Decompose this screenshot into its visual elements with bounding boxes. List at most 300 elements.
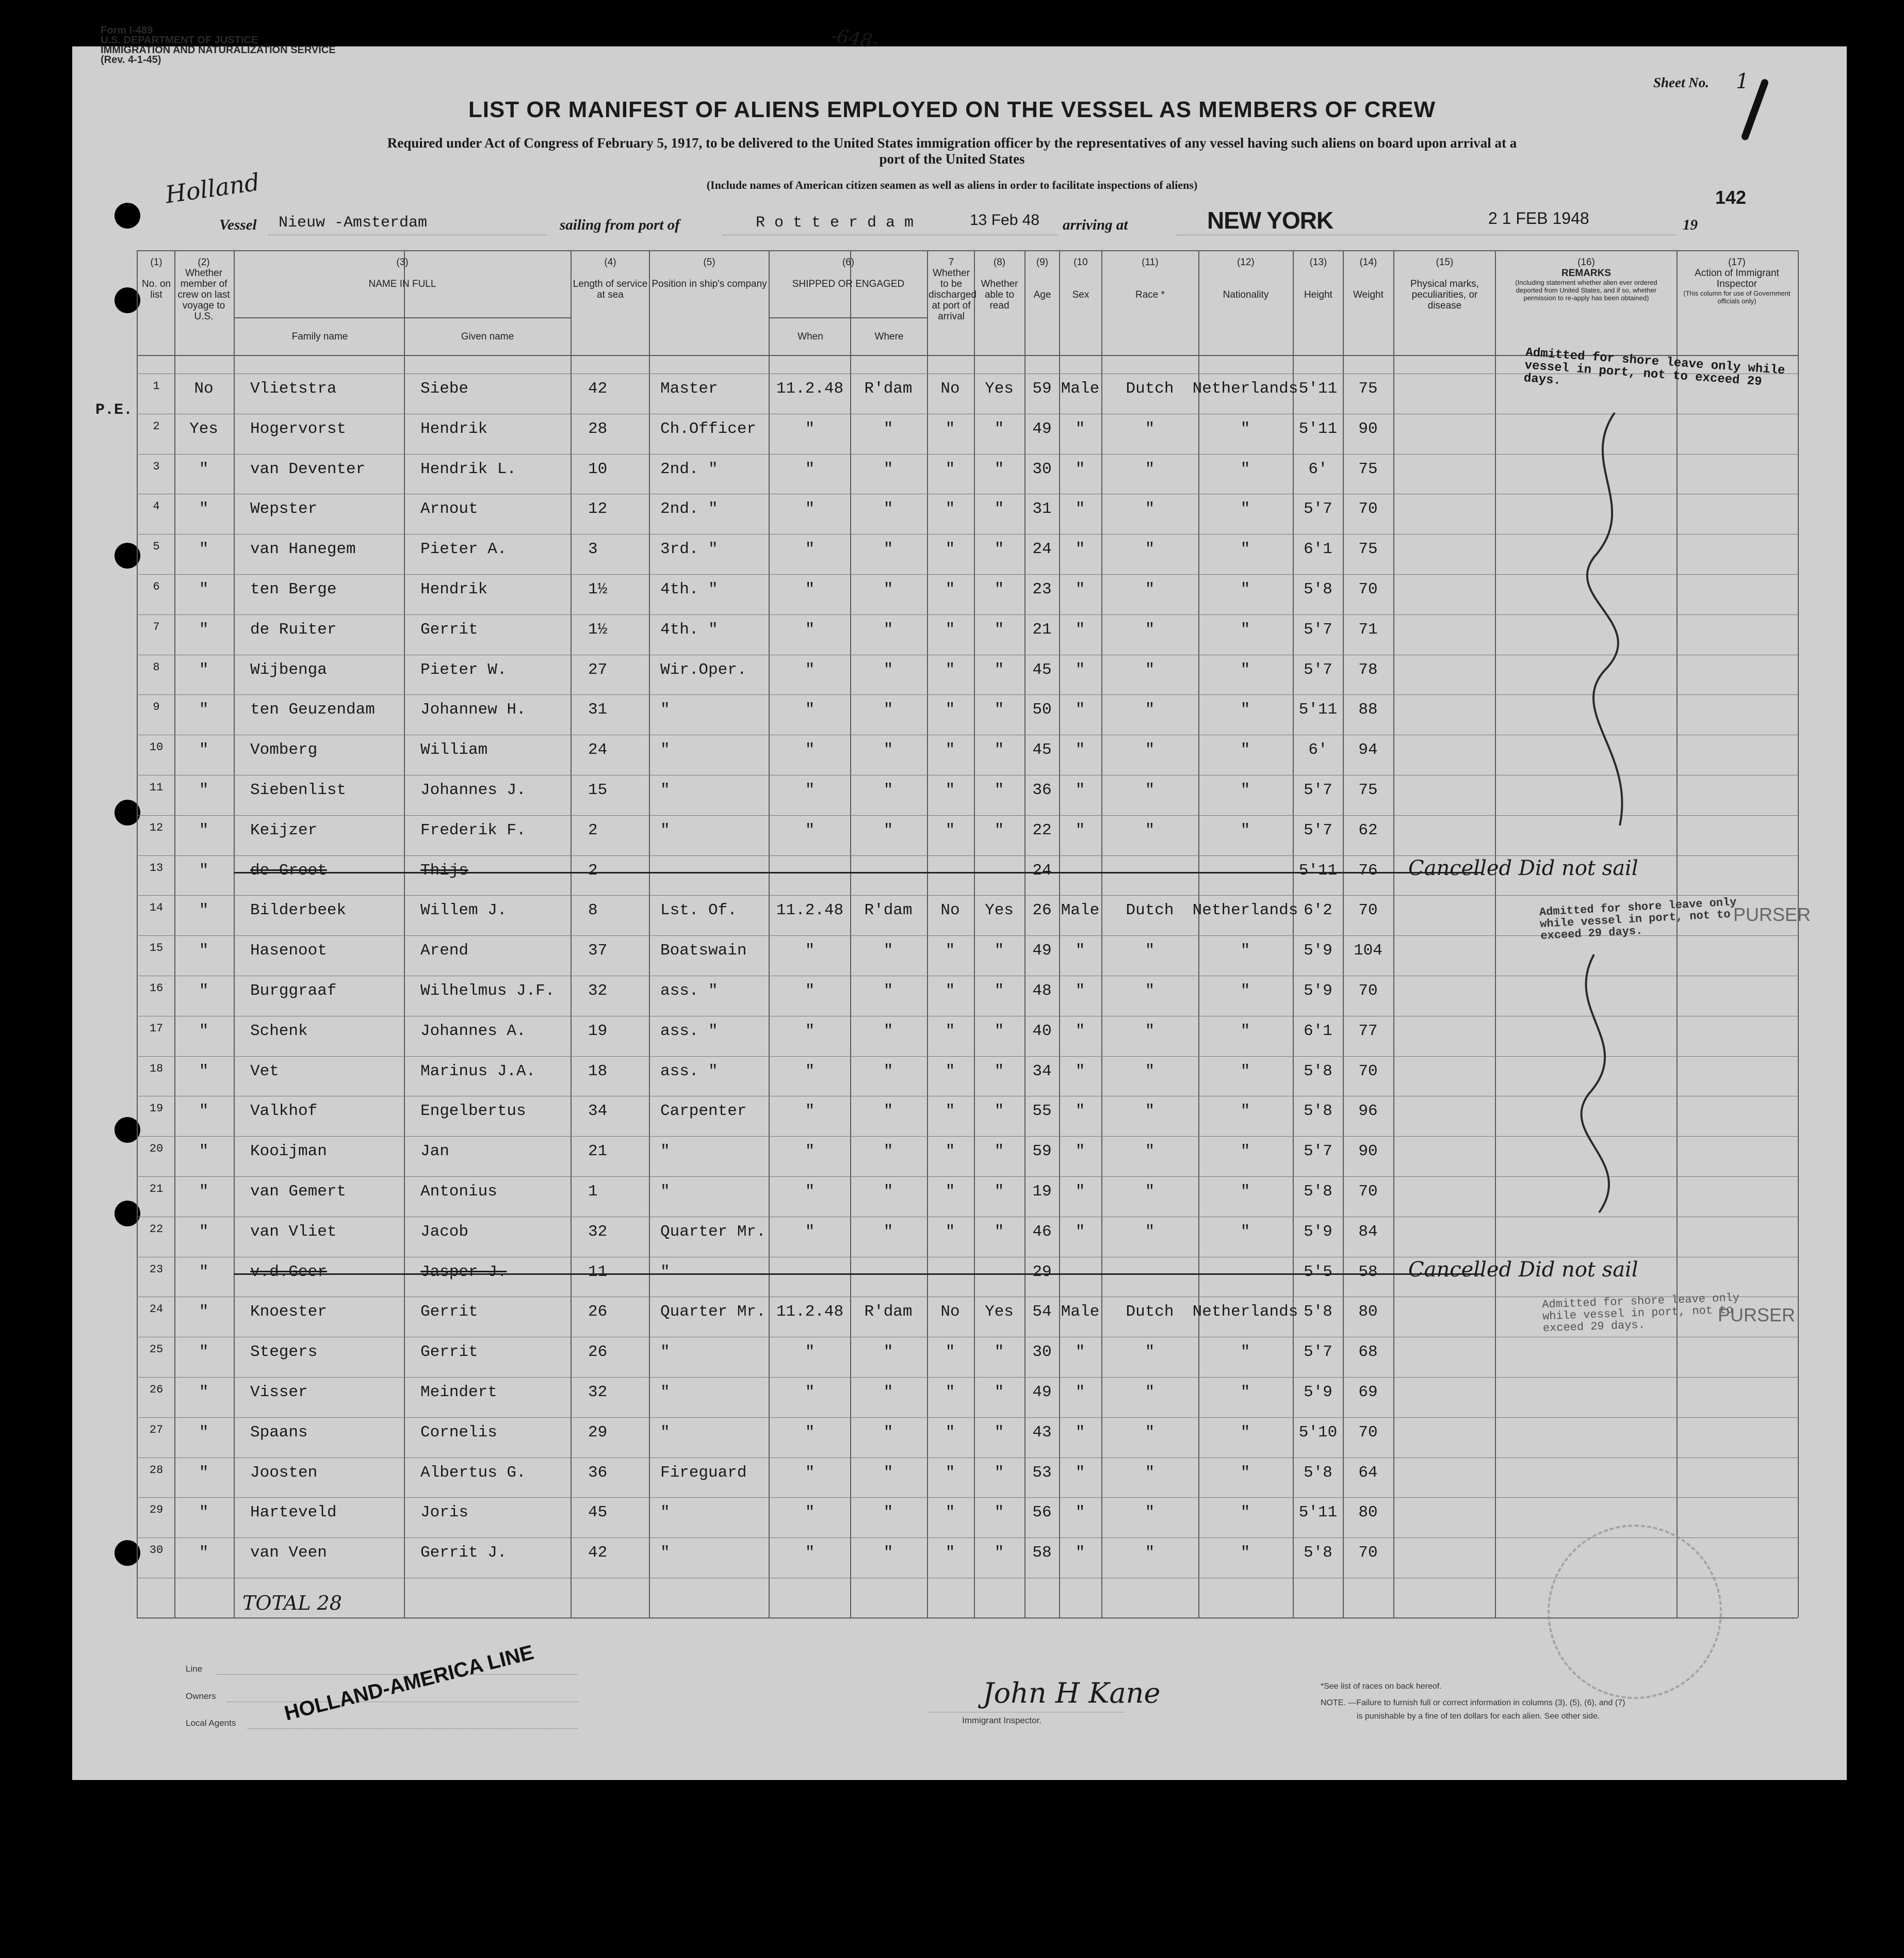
col-10-label: Sex bbox=[1072, 289, 1089, 300]
col-16-header bbox=[1496, 257, 1677, 302]
cell-race: " bbox=[1145, 1503, 1155, 1522]
cell-given: Gerrit bbox=[420, 620, 478, 639]
cell-where: " bbox=[883, 540, 893, 559]
cell-sex: " bbox=[1075, 1503, 1085, 1522]
col-12-header bbox=[1199, 257, 1292, 300]
col-8-number: (8) bbox=[993, 257, 1006, 268]
cell-nationality: " bbox=[1240, 620, 1250, 639]
grid-header-rule bbox=[769, 317, 927, 318]
cell-discharge: No bbox=[940, 1303, 960, 1321]
cell-position: " bbox=[660, 1503, 670, 1522]
col-17-label: Action of Immigrant Inspector bbox=[1695, 268, 1779, 289]
cell-nationality: " bbox=[1240, 942, 1250, 960]
cell-family: Stegers bbox=[250, 1343, 318, 1362]
cell-weight: 78 bbox=[1358, 660, 1378, 679]
cell-discharge: " bbox=[945, 1222, 955, 1241]
cell-read: " bbox=[994, 540, 1004, 559]
cell-when: " bbox=[805, 781, 815, 799]
cell-family: ten Geuzendam bbox=[250, 701, 375, 719]
col-8-label: Whether able to read bbox=[981, 279, 1018, 311]
cell-weight: 80 bbox=[1358, 1303, 1378, 1321]
cell-given: Jasper J. bbox=[420, 1263, 507, 1281]
cell-age: 29 bbox=[1032, 1263, 1052, 1281]
col-9-label: Age bbox=[1033, 289, 1051, 300]
cell-weight: 58 bbox=[1358, 1263, 1378, 1281]
cell-race: " bbox=[1145, 620, 1155, 639]
cell-position: Master bbox=[660, 380, 718, 398]
cell-given: Johannes A. bbox=[420, 1022, 526, 1040]
cell-position: Fireguard bbox=[660, 1463, 747, 1482]
cell-sex: " bbox=[1075, 1183, 1085, 1201]
cell-read: " bbox=[994, 1544, 1004, 1562]
top-scribble: -648- bbox=[829, 25, 880, 53]
cell-family: Spaans bbox=[250, 1423, 308, 1442]
cell-read: " bbox=[994, 660, 1004, 679]
cell-prev: " bbox=[199, 982, 209, 1000]
cell-position: 2nd. " bbox=[660, 500, 718, 519]
cell-race: Dutch bbox=[1126, 380, 1174, 398]
cell-service: 21 bbox=[588, 1142, 608, 1161]
cell-race: " bbox=[1145, 741, 1155, 759]
cell-no: 24 bbox=[149, 1303, 164, 1316]
cell-prev: " bbox=[199, 821, 209, 839]
cell-height: 5'11 bbox=[1298, 380, 1338, 398]
cell-race: " bbox=[1145, 500, 1155, 519]
sheet-number: 1 bbox=[1736, 70, 1749, 93]
cell-discharge: " bbox=[945, 1343, 955, 1362]
grid-header-rule bbox=[234, 317, 571, 318]
cell-sex: " bbox=[1075, 942, 1085, 960]
cell-no: 30 bbox=[149, 1544, 164, 1557]
form-department: U.S. DEPARTMENT OF JUSTICE bbox=[101, 35, 258, 46]
cell-given: Albertus G. bbox=[420, 1463, 526, 1482]
cell-where: R'dam bbox=[864, 901, 913, 920]
cell-where: " bbox=[883, 1463, 893, 1482]
cell-race: Dutch bbox=[1126, 1303, 1174, 1321]
cell-no: 21 bbox=[149, 1183, 164, 1195]
col-13-label: Height bbox=[1304, 289, 1332, 300]
cell-prev: " bbox=[199, 1423, 209, 1442]
cell-where: " bbox=[883, 741, 893, 759]
ditto-wave-upper bbox=[1587, 413, 1622, 826]
col-9-number: (9) bbox=[1036, 257, 1049, 268]
cell-sex: " bbox=[1075, 781, 1085, 799]
cell-where: " bbox=[883, 1022, 893, 1040]
year-label: 19 bbox=[1683, 217, 1698, 233]
cell-where: " bbox=[883, 942, 893, 960]
sailing-port: R o t t e r d a m bbox=[756, 214, 914, 232]
cell-height: 5'11 bbox=[1298, 861, 1338, 880]
cell-given: Pieter W. bbox=[420, 660, 507, 679]
form-identifier bbox=[101, 26, 336, 65]
col-13-header bbox=[1294, 257, 1343, 300]
cell-given: Hendrik bbox=[420, 580, 488, 598]
cell-family: Wijbenga bbox=[250, 660, 327, 679]
col-11-number: (11) bbox=[1142, 257, 1159, 268]
cell-read: " bbox=[994, 1142, 1004, 1161]
cell-race: " bbox=[1145, 1463, 1155, 1482]
col-5-label: Position in ship's company bbox=[652, 279, 767, 289]
col-6-header bbox=[770, 257, 927, 289]
cell-read: " bbox=[994, 419, 1004, 438]
cell-where: " bbox=[883, 660, 893, 679]
cell-race: " bbox=[1145, 1062, 1155, 1080]
cell-service: 19 bbox=[588, 1022, 608, 1040]
cell-position: ass. " bbox=[660, 982, 718, 1000]
cell-nationality: " bbox=[1240, 1343, 1250, 1362]
cell-given: Cornelis bbox=[420, 1423, 497, 1442]
col-16-label: REMARKS bbox=[1561, 268, 1612, 279]
cell-where: " bbox=[883, 781, 893, 799]
col-15-label: Physical marks, peculiarities, or disease bbox=[1410, 279, 1479, 311]
cell-position: ass. " bbox=[660, 1022, 718, 1040]
col-4-header bbox=[572, 257, 649, 300]
cell-age: 21 bbox=[1032, 620, 1052, 639]
cell-prev: Yes bbox=[189, 419, 218, 438]
form-number: Form I-489 bbox=[101, 25, 153, 36]
cell-position: " bbox=[660, 1263, 670, 1281]
cell-prev: No bbox=[194, 380, 214, 398]
ditto-wave-marks bbox=[1486, 402, 1671, 1300]
cell-given: Meindert bbox=[420, 1383, 497, 1401]
cell-family: de Ruiter bbox=[250, 620, 337, 639]
cell-prev: " bbox=[199, 1183, 209, 1201]
cell-read: " bbox=[994, 1463, 1004, 1482]
cell-read: " bbox=[994, 741, 1004, 759]
cell-family: van Gemert bbox=[250, 1183, 347, 1201]
cell-weight: 71 bbox=[1358, 620, 1378, 639]
cell-weight: 62 bbox=[1358, 821, 1378, 839]
cell-position: Ch.Officer bbox=[660, 419, 757, 438]
cell-position: " bbox=[660, 821, 670, 839]
cell-when: " bbox=[805, 942, 815, 960]
cell-position: " bbox=[660, 1544, 670, 1562]
col-6-label: SHIPPED OR ENGAGED bbox=[792, 279, 905, 289]
cell-family: Kooijman bbox=[250, 1142, 327, 1161]
cell-read: Yes bbox=[985, 1303, 1014, 1321]
cell-discharge: " bbox=[945, 500, 955, 519]
cell-family: ten Berge bbox=[250, 580, 337, 598]
cell-age: 54 bbox=[1032, 1303, 1052, 1321]
cell-where: " bbox=[883, 1383, 893, 1401]
cell-race: " bbox=[1145, 821, 1155, 839]
col-7-number: 7 bbox=[948, 257, 954, 268]
col-2-number: (2) bbox=[198, 257, 210, 268]
col-8-header bbox=[975, 257, 1024, 311]
cell-nationality: " bbox=[1240, 540, 1250, 559]
cell-height: 6'1 bbox=[1304, 540, 1332, 559]
cell-given: Gerrit J. bbox=[420, 1544, 507, 1562]
cell-service: 3 bbox=[588, 540, 598, 559]
cell-discharge: " bbox=[945, 419, 955, 438]
cell-service: 34 bbox=[588, 1102, 608, 1121]
cell-height: 5'7 bbox=[1304, 500, 1332, 519]
cell-position: Boatswain bbox=[660, 942, 747, 960]
cell-position: " bbox=[660, 1142, 670, 1161]
cell-family: van Deventer bbox=[250, 460, 366, 478]
cell-service: 15 bbox=[588, 781, 608, 799]
cell-height: 5'8 bbox=[1304, 580, 1332, 598]
cell-sex: Male bbox=[1061, 380, 1100, 398]
cell-given: Johannes J. bbox=[420, 781, 526, 799]
cell-position: " bbox=[660, 781, 670, 799]
cell-weight: 69 bbox=[1358, 1383, 1378, 1401]
cell-weight: 90 bbox=[1358, 1142, 1378, 1161]
footer-line-label: Line bbox=[186, 1664, 203, 1674]
cell-service: 36 bbox=[588, 1463, 608, 1482]
cell-prev: " bbox=[199, 1102, 209, 1121]
cell-sex: " bbox=[1075, 1383, 1085, 1401]
cell-where: " bbox=[883, 1544, 893, 1562]
cell-race: " bbox=[1145, 419, 1155, 438]
col-11-header bbox=[1102, 257, 1198, 300]
cell-nationality: " bbox=[1240, 660, 1250, 679]
cell-service: 27 bbox=[588, 660, 608, 679]
cell-no: 6 bbox=[153, 580, 160, 593]
cell-weight: 70 bbox=[1358, 1423, 1378, 1442]
cell-height: 5'7 bbox=[1304, 1142, 1332, 1161]
grid-column-rule bbox=[850, 250, 851, 1617]
cell-position: " bbox=[660, 741, 670, 759]
col-6b-header: Where bbox=[874, 331, 904, 342]
cell-no: 11 bbox=[149, 781, 164, 794]
cell-service: 32 bbox=[588, 982, 608, 1000]
cell-nationality: " bbox=[1240, 741, 1250, 759]
cell-family: van Vliet bbox=[250, 1222, 337, 1241]
cell-service: 42 bbox=[588, 380, 608, 398]
col-16-number: (16) bbox=[1577, 257, 1595, 268]
cell-discharge: " bbox=[945, 1383, 955, 1401]
cell-no: 14 bbox=[149, 901, 164, 915]
cancel-strike-line bbox=[234, 1273, 1482, 1275]
cell-service: 26 bbox=[588, 1343, 608, 1362]
cell-height: 5'9 bbox=[1304, 1222, 1332, 1241]
cell-sex: " bbox=[1075, 741, 1085, 759]
cell-position: 4th. " bbox=[660, 620, 718, 639]
cell-weight: 75 bbox=[1358, 380, 1378, 398]
cell-read: " bbox=[994, 460, 1004, 478]
cell-discharge: No bbox=[940, 901, 960, 920]
cell-no: 29 bbox=[149, 1503, 164, 1517]
cell-discharge: " bbox=[945, 1102, 955, 1121]
cell-no: 16 bbox=[149, 982, 164, 995]
cell-nationality: " bbox=[1240, 781, 1250, 799]
cell-read: " bbox=[994, 580, 1004, 598]
cell-sex: " bbox=[1075, 821, 1085, 839]
cell-position: " bbox=[660, 701, 670, 719]
cell-read: " bbox=[994, 781, 1004, 799]
cell-no: 8 bbox=[153, 660, 160, 674]
cell-service: 37 bbox=[588, 942, 608, 960]
cell-weight: 96 bbox=[1358, 1102, 1378, 1121]
cell-where: " bbox=[883, 1222, 893, 1241]
cell-prev: " bbox=[199, 1022, 209, 1040]
col-1-label: No. on list bbox=[142, 279, 171, 300]
cell-no: 5 bbox=[153, 540, 160, 554]
cell-sex: " bbox=[1075, 500, 1085, 519]
cell-nationality: " bbox=[1240, 1423, 1250, 1442]
cell-weight: 80 bbox=[1358, 1503, 1378, 1522]
cell-discharge: " bbox=[945, 1503, 955, 1522]
cell-height: 5'11 bbox=[1298, 701, 1338, 719]
cell-given: Jan bbox=[420, 1142, 449, 1161]
cell-no: 15 bbox=[149, 942, 164, 955]
cell-age: 23 bbox=[1032, 580, 1052, 598]
col-14-header bbox=[1344, 257, 1393, 300]
cell-given: Hendrik bbox=[420, 419, 488, 438]
cell-where: " bbox=[883, 1183, 893, 1201]
total-count: TOTAL 28 bbox=[242, 1592, 342, 1614]
inspection-seal bbox=[1548, 1525, 1722, 1699]
cell-height: 6' bbox=[1308, 460, 1328, 478]
cell-prev: " bbox=[199, 741, 209, 759]
cell-service: 1½ bbox=[588, 580, 608, 598]
cell-nationality: " bbox=[1240, 1183, 1250, 1201]
cell-when: " bbox=[805, 580, 815, 598]
cell-age: 56 bbox=[1032, 1503, 1052, 1522]
col-3-number: (3) bbox=[396, 257, 409, 268]
cell-no: 19 bbox=[149, 1102, 164, 1115]
cell-read: " bbox=[994, 942, 1004, 960]
cell-service: 1½ bbox=[588, 620, 608, 639]
cell-read: " bbox=[994, 1383, 1004, 1401]
cell-service: 32 bbox=[588, 1222, 608, 1241]
cell-weight: 75 bbox=[1358, 781, 1378, 799]
cell-race: " bbox=[1145, 1183, 1155, 1201]
cell-given: Pieter A. bbox=[420, 540, 507, 559]
cell-no: 2 bbox=[153, 419, 160, 433]
cell-weight: 70 bbox=[1358, 901, 1378, 920]
cell-no: 7 bbox=[153, 620, 160, 634]
col-1-number: (1) bbox=[150, 257, 162, 268]
col-11-label: Race * bbox=[1135, 289, 1165, 300]
cell-family: Vomberg bbox=[250, 741, 318, 759]
cell-where: " bbox=[883, 1423, 893, 1442]
cell-no: 17 bbox=[149, 1022, 164, 1035]
cell-discharge: " bbox=[945, 781, 955, 799]
cell-height: 5'7 bbox=[1304, 821, 1332, 839]
cell-no: 25 bbox=[149, 1343, 164, 1356]
inspector-signature: John H Kane bbox=[983, 1677, 1161, 1709]
cell-family: Vet bbox=[250, 1062, 279, 1080]
cell-weight: 77 bbox=[1358, 1022, 1378, 1040]
cell-family: de Groot bbox=[250, 861, 327, 880]
cell-race: " bbox=[1145, 1423, 1155, 1442]
cell-sex: " bbox=[1075, 1142, 1085, 1161]
cell-sex: " bbox=[1075, 620, 1085, 639]
cell-given: Jacob bbox=[420, 1222, 469, 1241]
races-note: *See list of races on back hereof. bbox=[1321, 1682, 1442, 1691]
cell-where: " bbox=[883, 1062, 893, 1080]
cell-given: Hendrik L. bbox=[420, 460, 517, 478]
cell-age: 40 bbox=[1032, 1022, 1052, 1040]
col-14-number: (14) bbox=[1359, 257, 1377, 268]
cell-sex: " bbox=[1075, 580, 1085, 598]
shore-leave-stamp: Admitted for shore leave only while vessel in port, not to exceed 29 days. bbox=[1523, 346, 1786, 390]
cell-height: 5'8 bbox=[1304, 1463, 1332, 1482]
cell-no: 28 bbox=[149, 1463, 164, 1477]
inspector-label: Immigrant Inspector. bbox=[962, 1716, 1042, 1725]
grid-column-rule bbox=[1101, 250, 1102, 1617]
cell-family: Vlietstra bbox=[250, 380, 337, 398]
cell-sex: " bbox=[1075, 1343, 1085, 1362]
cell-read: " bbox=[994, 982, 1004, 1000]
cell-no: 27 bbox=[149, 1423, 164, 1436]
cell-sex: " bbox=[1075, 540, 1085, 559]
cell-sex: " bbox=[1075, 460, 1085, 478]
cell-family: Hasenoot bbox=[250, 942, 327, 960]
cell-prev: " bbox=[199, 1303, 209, 1321]
cell-prev: " bbox=[199, 781, 209, 799]
cell-weight: 75 bbox=[1358, 540, 1378, 559]
grid-column-rule bbox=[1343, 250, 1344, 1617]
cell-when: " bbox=[805, 1423, 815, 1442]
cell-height: 5'11 bbox=[1298, 1503, 1338, 1522]
col-15-number: (15) bbox=[1436, 257, 1454, 268]
cell-race: " bbox=[1145, 1142, 1155, 1161]
cell-where: " bbox=[883, 982, 893, 1000]
cell-nationality: " bbox=[1240, 982, 1250, 1000]
footer-agents-label: Local Agents bbox=[186, 1718, 236, 1728]
cell-given: Johannew H. bbox=[420, 701, 526, 719]
fine-note-2: is punishable by a fine of ten dollars for each alien. See other side. bbox=[1357, 1712, 1600, 1721]
cell-age: 50 bbox=[1032, 701, 1052, 719]
cell-sex: " bbox=[1075, 982, 1085, 1000]
cell-discharge: " bbox=[945, 982, 955, 1000]
footer-agents-rule bbox=[248, 1728, 578, 1729]
margin-note: Holland bbox=[164, 168, 262, 209]
cell-age: 53 bbox=[1032, 1463, 1052, 1482]
cell-height: 6'2 bbox=[1304, 901, 1332, 920]
manifest-title: LIST OR MANIFEST OF ALIENS EMPLOYED ON THE VESSEL AS MEMBERS OF CREW bbox=[468, 97, 1436, 122]
cell-given: Arnout bbox=[420, 500, 478, 519]
cell-weight: 90 bbox=[1358, 419, 1378, 438]
cell-position: Carpenter bbox=[660, 1102, 747, 1121]
cell-service: 18 bbox=[588, 1062, 608, 1080]
cell-discharge: " bbox=[945, 1142, 955, 1161]
cell-nationality: " bbox=[1240, 580, 1250, 598]
vessel-name: Nieuw -Amsterdam bbox=[279, 214, 428, 232]
shore-leave-stamp-3: Admitted for shore leave only while vessel in port, not to exceed 29 days. bbox=[1541, 1291, 1740, 1335]
cell-sex: Male bbox=[1061, 901, 1100, 920]
cell-given: Gerrit bbox=[420, 1343, 478, 1362]
cell-prev: " bbox=[199, 861, 209, 880]
cell-nationality: " bbox=[1240, 500, 1250, 519]
cell-height: 6'1 bbox=[1304, 1022, 1332, 1040]
arrival-port: NEW YORK bbox=[1207, 207, 1333, 234]
cell-age: 45 bbox=[1032, 741, 1052, 759]
cell-given: Arend bbox=[420, 942, 469, 960]
cell-weight: 70 bbox=[1358, 1544, 1378, 1562]
cell-race: " bbox=[1145, 660, 1155, 679]
cell-height: 5'11 bbox=[1298, 419, 1338, 438]
grid-row-rule bbox=[137, 1417, 1798, 1418]
cell-when: " bbox=[805, 1062, 815, 1080]
cell-prev: " bbox=[199, 580, 209, 598]
grid-column-rule bbox=[649, 250, 650, 1617]
cell-given: Joris bbox=[420, 1503, 469, 1522]
cell-where: R'dam bbox=[864, 380, 913, 398]
cell-age: 59 bbox=[1032, 1142, 1052, 1161]
cell-family: Bilderbeek bbox=[250, 901, 347, 920]
manifest-subtitle bbox=[0, 135, 1904, 167]
cancelled-remark: Cancelled Did not sail bbox=[1408, 856, 1638, 880]
cell-no: 3 bbox=[153, 460, 160, 473]
col-7-label: Whether to be discharged at port of arrival bbox=[929, 268, 977, 322]
col-3b-header: Given name bbox=[461, 331, 514, 342]
cell-prev: " bbox=[199, 901, 209, 920]
cell-race: " bbox=[1145, 1383, 1155, 1401]
